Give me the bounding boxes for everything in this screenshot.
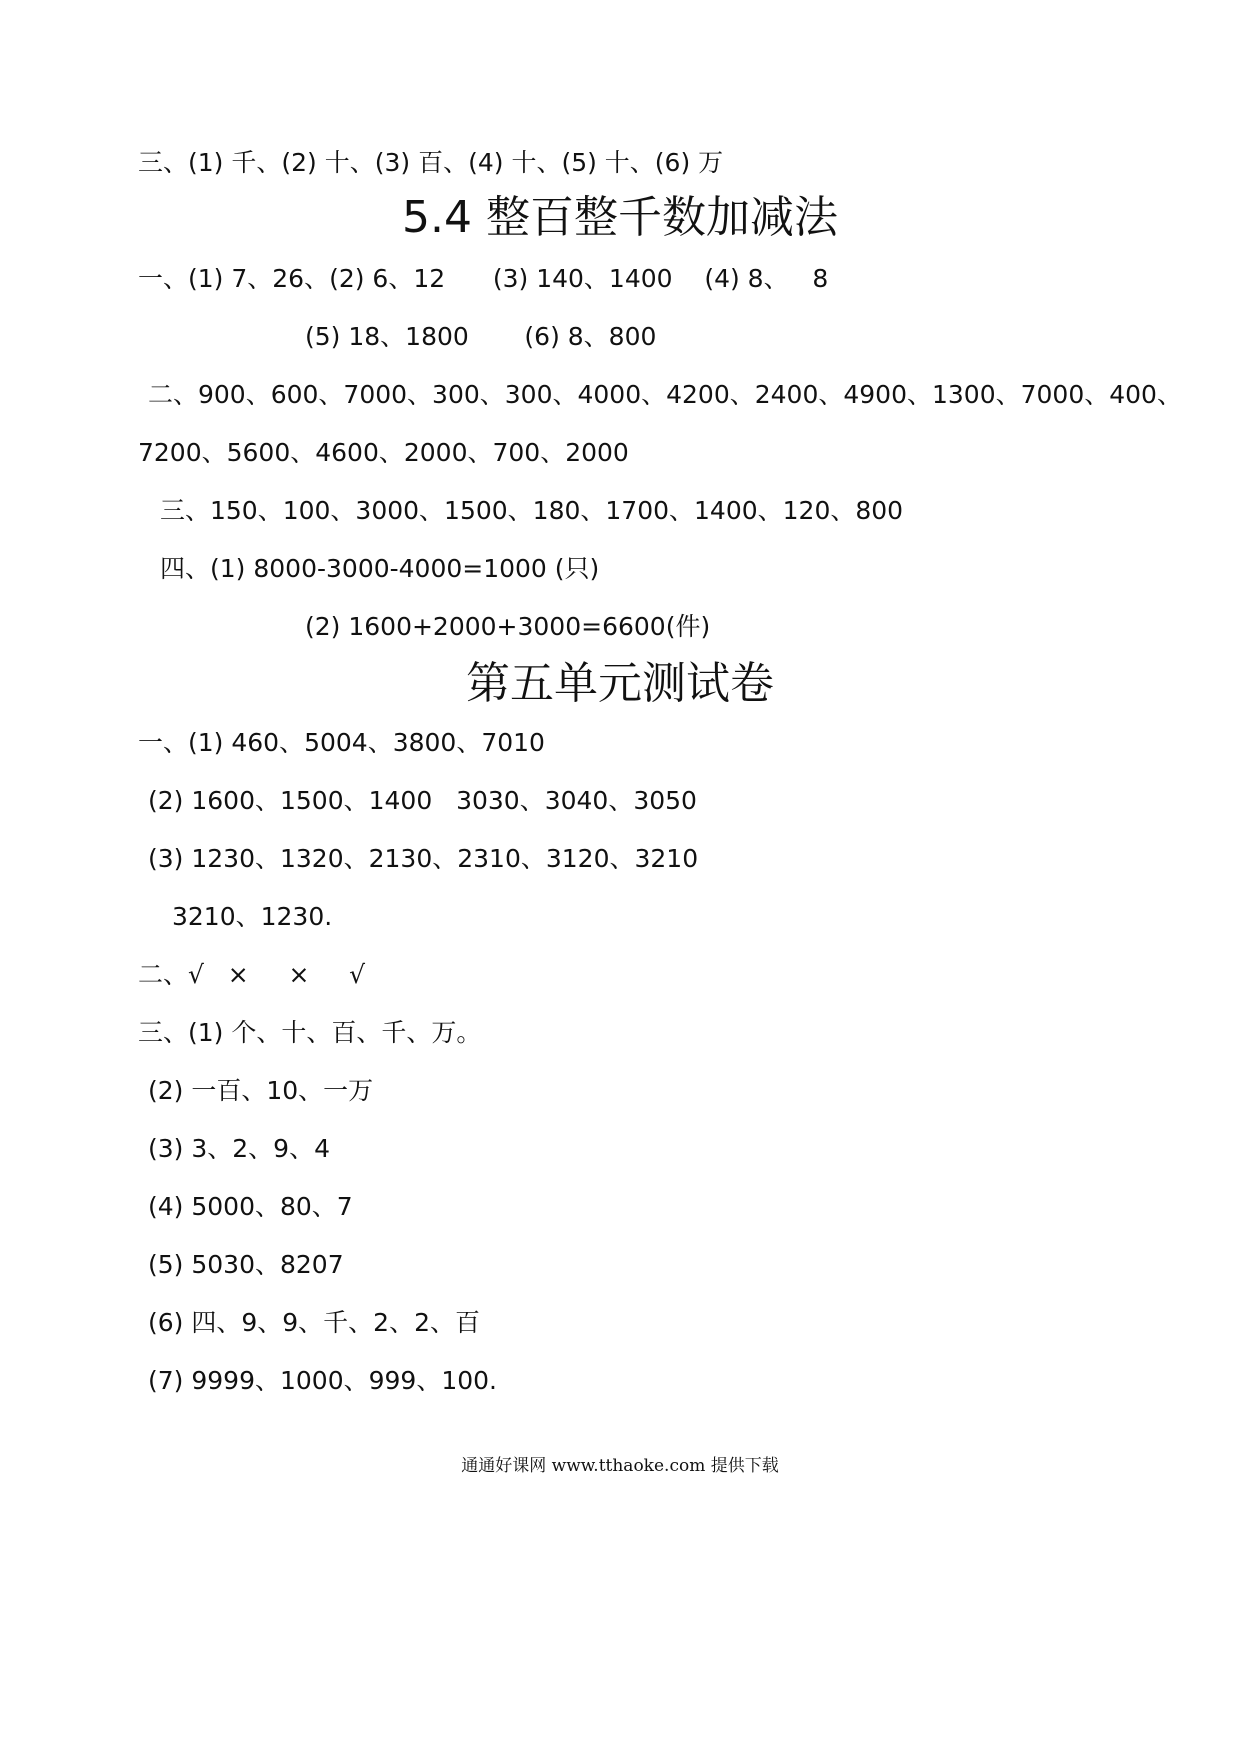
test-line-3-2: (2) 一百、10、一万 — [148, 1076, 374, 1105]
answer-line-1-cont: (5) 18、1800 (6) 8、800 — [305, 322, 657, 351]
footer-watermark: 通通好课网 www.tthaoke.com 提供下载 — [461, 1456, 779, 1476]
answer-line-4: 四、(1) 8000-3000-4000=1000 (只) — [160, 554, 600, 583]
section-title-unit5-test: 第五单元测试卷 — [466, 658, 774, 709]
test-line-1-3: (3) 1230、1320、2130、2310、3120、3210 — [148, 844, 699, 873]
answer-line-3: 三、150、100、3000、1500、180、1700、1400、120、800 — [160, 496, 904, 525]
answer-line-1: 一、(1) 7、26、(2) 6、12 (3) 140、1400 (4) 8、 8 — [138, 264, 829, 293]
test-line-3-1: 三、(1) 个、十、百、千、万。 — [138, 1018, 482, 1047]
test-line-3-4: (4) 5000、80、7 — [148, 1192, 353, 1221]
answer-line-4-cont: (2) 1600+2000+3000=6600(件) — [305, 612, 711, 641]
test-line-1-2: (2) 1600、1500、1400 3030、3040、3050 — [148, 786, 697, 815]
test-line-3-6: (6) 四、9、9、千、2、2、百 — [148, 1308, 480, 1337]
test-line-3-5: (5) 5030、8207 — [148, 1250, 344, 1279]
test-line-3-7: (7) 9999、1000、999、100. — [148, 1366, 497, 1395]
test-line-3-3: (3) 3、2、9、4 — [148, 1134, 330, 1163]
test-line-2: 二、√ × × √ — [138, 960, 366, 989]
test-line-1-1: 一、(1) 460、5004、3800、7010 — [138, 728, 545, 757]
answer-line-2: 二、900、600、7000、300、300、4000、4200、2400、4900、1300、7000、400、 — [148, 380, 1182, 409]
test-line-1-3-cont: 3210、1230. — [172, 902, 333, 931]
section-title-5-4: 5.4 整百整千数加减法 — [402, 192, 838, 243]
answer-line-2-cont: 7200、5600、4600、2000、700、2000 — [138, 438, 629, 467]
answer-line-prev-section-3: 三、(1) 千、(2) 十、(3) 百、(4) 十、(5) 十、(6) 万 — [138, 148, 724, 177]
